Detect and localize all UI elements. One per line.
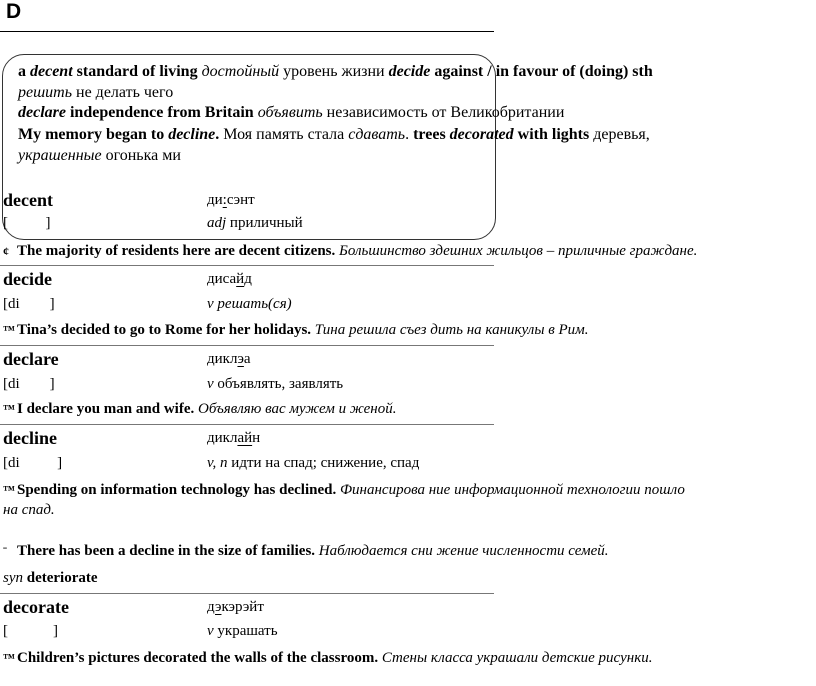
part-of-speech: v — [207, 623, 214, 639]
example-russian: Тина решила съез дить на каникулы в Рим. — [311, 322, 589, 338]
transcription-part: э — [237, 351, 244, 367]
transcription-part: д — [244, 271, 252, 287]
collocation-segment: не делать чего — [72, 84, 174, 101]
collocation-segment: against / in favour of (doing) sth — [430, 63, 653, 80]
collocation-segment: declare — [18, 104, 66, 121]
collocation-segment: сдавать — [348, 126, 406, 143]
example-russian: Большинство здешних жильцов – приличные граждане. — [335, 243, 698, 259]
example-sentence — [3, 543, 609, 560]
collocation-segment: decide — [388, 63, 431, 80]
example-english: Tina’s decided to go to Rome for her holidays. — [17, 322, 312, 338]
collocation-segment: standard of living — [72, 63, 202, 80]
example-english: Children’s pictures decorated the walls of the classroom. — [17, 650, 379, 666]
bullet-mark: ™ — [3, 483, 15, 497]
entry-transcription — [207, 351, 251, 368]
entry-rule — [0, 265, 494, 266]
collocation-segment: уровень жизни — [279, 63, 389, 80]
header-rule — [0, 31, 494, 32]
example-russian: Стены класса украшали детские рисунки. — [378, 650, 653, 666]
entry-translation — [207, 455, 419, 472]
bullet-mark: ™ — [3, 402, 15, 416]
translation-text: украшать — [213, 623, 278, 639]
part-of-speech: v — [207, 376, 214, 392]
collocation-line — [18, 147, 181, 165]
transcription-part: ди — [207, 192, 223, 208]
collocation-segment: decent — [30, 63, 73, 80]
collocation-segment: trees — [413, 126, 450, 143]
collocation-segment: . — [215, 126, 220, 143]
transcription-part: н — [252, 430, 261, 446]
example-sentence — [3, 502, 55, 519]
example-english: There has been a decline in the size of families. — [17, 543, 316, 559]
transcription-part: д — [207, 599, 216, 615]
collocation-segment: My memory began to — [18, 126, 169, 143]
part-of-speech: v решать(ся) — [207, 296, 292, 312]
synonym-label: syn — [3, 570, 23, 586]
entry-translation — [207, 376, 343, 393]
collocation-segment: decorated — [449, 126, 514, 143]
entry-word: decorate — [3, 597, 69, 617]
example-sentence — [3, 401, 397, 418]
collocation-segment: независимость от Великобритании — [322, 104, 565, 121]
collocation-line — [18, 126, 650, 144]
entry-transcription — [207, 271, 252, 288]
collocation-line — [18, 104, 564, 122]
entry-transcription — [207, 430, 260, 447]
entry-rule — [0, 345, 494, 346]
transcription-part: сэнт — [226, 192, 255, 208]
example-sentence — [3, 482, 685, 499]
entry-word: decent — [3, 190, 53, 210]
transcription-part: й — [236, 271, 245, 287]
collocation-segment: Моя память стала — [219, 126, 349, 143]
collocation-segment: решить — [18, 84, 73, 101]
entry-transcription — [207, 599, 264, 616]
entry-phonetic: [di ] — [3, 296, 55, 312]
collocation-segment: достойный — [201, 63, 280, 80]
entry-phonetic: [ ] — [3, 623, 58, 639]
entry-rule — [0, 593, 494, 594]
part-of-speech: adj — [207, 215, 227, 231]
collocation-segment: огонька ми — [101, 147, 181, 164]
entry-phonetic: [di ] — [3, 376, 55, 392]
collocation-line — [18, 63, 653, 81]
example-english: Spending on information technology has declined. — [17, 482, 337, 498]
entry-phonetic: [di ] — [3, 455, 63, 471]
bullet-mark: ¢ — [3, 244, 9, 258]
transcription-part: : — [222, 192, 227, 208]
translation-text: объявлять, заявлять — [213, 376, 344, 392]
bullet-mark: ™ — [3, 651, 15, 665]
transcription-part: ай — [237, 430, 253, 446]
example-russian: Финансирова ние информационной технологии пошло — [336, 482, 685, 498]
translation-text: приличный — [226, 215, 303, 231]
collocation-segment: independence from Britain — [65, 104, 258, 121]
part-of-speech: v, n — [207, 455, 228, 471]
example-russian: Наблюдается сни жение численности семей. — [315, 543, 609, 559]
entry-phonetic: [ ] — [3, 215, 51, 231]
example-sentence — [3, 650, 652, 667]
example-english: I declare you man and wife. — [17, 401, 195, 417]
collocation-segment: . — [405, 126, 414, 143]
collocation-segment: decline — [168, 126, 216, 143]
collocation-segment: деревья, — [589, 126, 650, 143]
section-letter: D — [6, 0, 22, 23]
entry-word: declare — [3, 349, 59, 369]
transcription-part: кэрэйт — [221, 599, 264, 615]
entry-rule — [0, 424, 494, 425]
collocation-segment: объявить — [257, 104, 323, 121]
collocation-segment: a — [18, 63, 30, 80]
entry-transcription — [207, 192, 255, 209]
entry-word: decline — [3, 428, 57, 448]
collocation-segment: украшенные — [18, 147, 102, 164]
example-sentence — [3, 243, 697, 260]
example-russian: Объявляю вас мужем и женой. — [194, 401, 397, 417]
entry-word: decide — [3, 269, 52, 289]
entry-translation — [207, 215, 303, 232]
bullet-mark: ™ — [3, 323, 15, 337]
synonym-word: deteriorate — [23, 570, 98, 586]
transcription-part: э — [215, 599, 222, 615]
collocation-segment: with lights — [513, 126, 590, 143]
transcription-part: дикл — [207, 351, 238, 367]
collocation-line — [18, 84, 173, 102]
example-russian: на спад. — [3, 502, 55, 518]
transcription-part: дикл — [207, 430, 238, 446]
entry-translation — [207, 296, 292, 313]
bullet-mark: ˉ — [3, 544, 7, 558]
entry-synonym — [3, 570, 98, 587]
transcription-part: а — [243, 351, 251, 367]
entry-translation — [207, 623, 278, 640]
example-sentence — [3, 322, 588, 339]
translation-text: идти на спад; снижение, спад — [227, 455, 420, 471]
transcription-part: диса — [207, 271, 237, 287]
example-english: The majority of residents here are decent citizens. — [17, 243, 336, 259]
